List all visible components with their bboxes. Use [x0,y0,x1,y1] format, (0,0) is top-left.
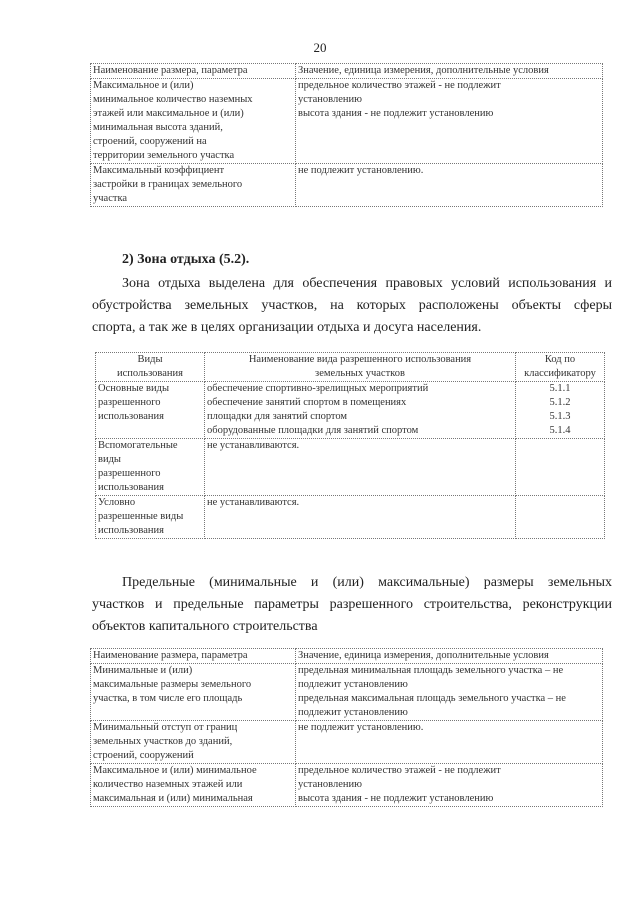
cell-line: участка [93,193,128,204]
cell-line: не устанавливаются. [207,497,300,508]
section-paragraph-line: Зона отдыха выделена для обеспечения правовых условий использования и [122,276,612,291]
table-row [91,764,603,807]
cell-line: максимальная и (или) минимальная [93,793,253,804]
cell-line: территории земельного участка [93,150,235,161]
land-use-table [95,352,605,539]
header-cell-param: Наименование размера, параметра [91,649,296,664]
cell-line: Код по [544,354,576,365]
cell-line: использования [98,482,164,493]
page-number: 20 [313,40,327,55]
cell-line: Минимальные и (или) [93,665,193,676]
value-cell [296,79,603,164]
table-header-row [91,64,603,79]
kind-cell [96,382,205,439]
cell-line: площадки для занятий спортом [207,411,348,422]
cell-line: обеспечение занятий спортом в помещениях [207,397,407,408]
cell-line: использования [117,368,183,379]
cell-line: подлежит установлению [298,707,408,718]
cell-line: минимальная высота зданий, [93,122,223,133]
names-cell [205,439,516,496]
names-cell [205,496,516,539]
table-row [91,721,603,764]
cell-line: Максимальный коэффициент [93,165,225,176]
table-row [91,664,603,721]
parameters-table-bottom [90,648,603,807]
header-cell-kind [96,353,205,382]
cell-line: предельное количество этажей - не подлежит [298,765,501,776]
table-header-row [91,649,603,664]
cell-line: 5.1.1 [549,383,571,394]
cell-line: количество наземных этажей или [93,779,243,790]
header-cell-code [516,353,605,382]
cell-line: застройки в границах земельного [93,179,243,190]
param-cell [91,721,296,764]
table-row [96,382,605,439]
header-cell-value: Значение, единица измерения, дополнительные условия [296,649,603,664]
header-cell-name [205,353,516,382]
kind-cell [96,496,205,539]
param-cell [91,764,296,807]
cell-line: не подлежит установлению. [298,722,424,733]
value-cell [296,164,603,207]
cell-line: участка, в том числе его площадь [93,693,243,704]
value-cell [296,664,603,721]
cell-line: 5.1.4 [549,425,571,436]
cell-line: Максимальное и (или) [93,80,194,91]
cell-line: подлежит установлению [298,679,408,690]
cell-line: строений, сооружений [93,750,194,761]
cell-line: высота здания - не подлежит установлению [298,793,494,804]
cell-line: земельных участков [315,368,405,379]
section-paragraph-line: обустройства земельных участков, на которых расположены объекты сферы [92,298,612,313]
cell-line: обеспечение спортивно-зрелищных мероприятий [207,383,429,394]
cell-line: Виды [137,354,163,365]
cell-line: установлению [298,94,362,105]
param-cell [91,79,296,164]
cell-line: не устанавливаются. [207,440,300,451]
table-row [96,439,605,496]
limits-title-line: участков и предельные параметры разрешенного строительства, реконструкции [92,597,612,612]
limits-title-line: объектов капитального строительства [92,619,318,634]
cell-line: высота здания - не подлежит установлению [298,108,494,119]
section-paragraph-line: спорта, а так же в целях организации отдыха и досуга населения. [92,320,482,335]
value-cell [296,764,603,807]
codes-cell [516,382,605,439]
table-row [91,164,603,207]
param-cell [91,664,296,721]
cell-line: строений, сооружений на [93,136,207,147]
names-cell [205,382,516,439]
cell-line: разрешенного [98,468,161,479]
section-heading: 2) Зона отдыха (5.2). [122,252,250,267]
cell-line: классификатору [524,368,596,379]
cell-line: Условно [98,497,136,508]
value-cell [296,721,603,764]
cell-line: не подлежит установлению. [298,165,424,176]
cell-line: использования [98,411,164,422]
cell-line: оборудованные площадки для занятий спортом [207,425,419,436]
cell-line: виды [98,454,121,465]
table-header-row [96,353,605,382]
cell-line: Основные виды [98,383,170,394]
codes-cell [516,439,605,496]
cell-line: установлению [298,779,362,790]
parameters-table-top [90,63,603,207]
limits-title-line: Предельные (минимальные и (или) максимальные) размеры земельных [122,575,612,590]
cell-line: Минимальный отступ от границ [93,722,238,733]
cell-line: этажей или максимальное и (или) [93,108,244,119]
cell-line: максимальные размеры земельного [93,679,252,690]
cell-line: разрешенные виды [98,511,184,522]
kind-cell [96,439,205,496]
cell-line: использования [98,525,164,536]
cell-line: Вспомогательные [98,440,178,451]
cell-line: предельная максимальная площадь земельного участка – не [298,693,566,704]
cell-line: 5.1.3 [549,411,571,422]
cell-line: Максимальное и (или) минимальное [93,765,257,776]
table-row [91,79,603,164]
cell-line: предельная минимальная площадь земельного участка – не [298,665,564,676]
cell-line: земельных участков до зданий, [93,736,233,747]
cell-line: минимальное количество наземных [93,94,253,105]
cell-line: предельное количество этажей - не подлежит [298,80,501,91]
param-cell [91,164,296,207]
cell-line: 5.1.2 [549,397,571,408]
table-row [96,496,605,539]
codes-cell [516,496,605,539]
cell-line: разрешенного [98,397,161,408]
cell-line: Наименование вида разрешенного использования [248,354,472,365]
header-cell-param: Наименование размера, параметра [91,64,296,79]
header-cell-value: Значение, единица измерения, дополнительные условия [296,64,603,79]
